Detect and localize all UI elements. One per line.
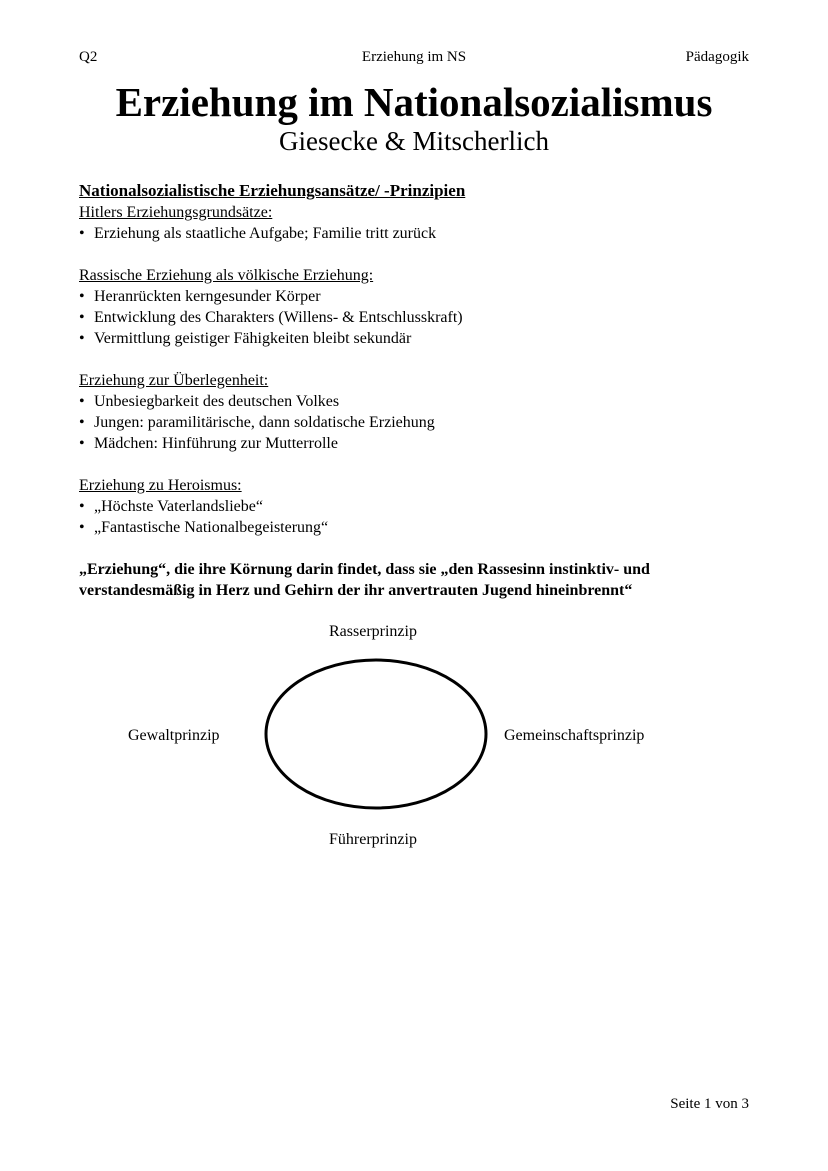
list-item-text: Unbesiegbarkeit des deutschen Volkes [94, 393, 340, 410]
list-item-text: Erziehung als staatliche Aufgabe; Familie tritt zurück [94, 225, 437, 242]
diagram-label-bottom: Führerprinzip [329, 831, 417, 848]
header-subject: Pädagogik [685, 49, 749, 65]
bullet-icon: • [79, 330, 85, 347]
list-item-text: „Höchste Vaterlandsliebe“ [94, 498, 263, 515]
bullet-list [79, 391, 759, 454]
bullet-list [79, 223, 759, 244]
bullet-icon: • [79, 288, 85, 305]
block-hitler [79, 202, 759, 244]
list-item-text: Vermittlung geistiger Fähigkeiten bleibt sekundär [94, 330, 412, 347]
list-item [79, 286, 759, 307]
bullet-icon: • [79, 393, 85, 410]
diagram-label-left: Gewaltprinzip [128, 727, 220, 744]
list-item-text: „Fantastische Nationalbegeisterung“ [94, 519, 329, 536]
center-ellipse [262, 656, 490, 812]
list-item [79, 307, 759, 328]
list-item [79, 496, 759, 517]
bullet-list [79, 496, 759, 538]
bullet-icon: • [79, 498, 85, 515]
list-item-text: Mädchen: Hinführung zur Mutterrolle [94, 435, 338, 452]
header-course: Q2 [79, 49, 98, 65]
list-item [79, 391, 759, 412]
bullet-icon: • [79, 225, 85, 242]
bullet-list [79, 286, 759, 349]
block-ueberlegenheit [79, 370, 759, 454]
list-item-text: Jungen: paramilitärische, dann soldatische Erziehung [94, 414, 435, 431]
list-item [79, 223, 759, 244]
quote-line: „Erziehung“, die ihre Körnung darin findet, dass sie „den Rassesinn instinktiv- und [79, 561, 650, 578]
list-item [79, 328, 759, 349]
page-number: Seite 1 von 3 [670, 1096, 749, 1112]
section-heading: Nationalsozialistische Erziehungsansätze/ -Prinzipien [79, 181, 466, 200]
diagram-label-top: Rasserprinzip [329, 623, 417, 640]
list-item [79, 517, 759, 538]
page-title: Erziehung im Nationalsozialismus [115, 79, 713, 125]
block-heading: Hitlers Erziehungsgrundsätze: [79, 204, 273, 221]
quote [79, 559, 759, 601]
header-topic: Erziehung im NS [361, 49, 467, 65]
quote-line: verstandesmäßig in Herz und Gehirn der ihr anvertrauten Jugend hineinbrennt“ [79, 582, 633, 599]
list-item [79, 412, 759, 433]
diagram-label-right: Gemeinschaftsprinzip [504, 727, 645, 744]
main-content [79, 180, 759, 601]
list-item [79, 433, 759, 454]
page-subtitle: Giesecke & Mitscherlich [279, 126, 549, 156]
list-item-text: Entwicklung des Charakters (Willens- & Entschlusskraft) [94, 309, 463, 326]
list-item-text: Heranrückten kerngesunder Körper [94, 288, 321, 305]
bullet-icon: • [79, 414, 85, 431]
bullet-icon: • [79, 519, 85, 536]
block-heading: Erziehung zu Heroismus: [79, 477, 242, 494]
block-heroismus [79, 475, 759, 538]
bullet-icon: • [79, 435, 85, 452]
block-heading: Erziehung zur Überlegenheit: [79, 372, 269, 389]
block-rassisch [79, 265, 759, 349]
bullet-icon: • [79, 309, 85, 326]
principles-diagram [0, 610, 828, 870]
block-heading: Rassische Erziehung als völkische Erziehung: [79, 267, 374, 284]
